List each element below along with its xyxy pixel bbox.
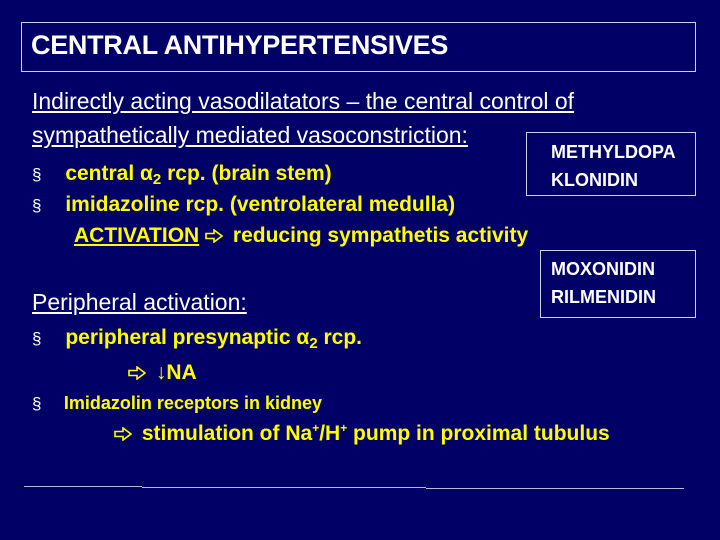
peripheral-heading-text: Peripheral activation: (32, 289, 247, 315)
intro-line-1-text: Indirectly acting vasodilatators – the central control of (32, 88, 575, 114)
hollow-right-arrow-icon (205, 229, 223, 243)
drug-name: METHYLDOPA (551, 142, 676, 162)
divider-line (142, 487, 426, 488)
bullet-icon: § (32, 196, 42, 215)
central-item-2 (32, 193, 455, 217)
divider-line (24, 486, 142, 487)
bullet-icon: § (32, 165, 42, 184)
hollow-right-arrow-icon (114, 427, 132, 441)
slide-title: CENTRAL ANTIHYPERTENSIVES (31, 30, 449, 60)
activation-label: ACTIVATION (74, 224, 200, 247)
kidney-result-text: stimulation of Na+/H+ pump in proximal tubulus (141, 421, 610, 445)
drug-name: MOXONIDIN (551, 259, 656, 279)
peripheral-item (32, 326, 362, 352)
drug-box-central (526, 132, 696, 196)
central-item-2-text: imidazoline rcp. (ventrolateral medulla) (65, 193, 456, 216)
divider-line (426, 488, 684, 489)
central-item-1-text: central $\alpha_2$ rcp. (brain stem) (65, 162, 332, 188)
drug-name: RILMENIDIN (551, 287, 656, 307)
bullet-icon: § (32, 329, 42, 348)
activation-result: reducing sympathetis activity (232, 224, 529, 247)
kidney-item-text: Imidazolin receptors in kidney (63, 393, 322, 413)
drug-name: KLONIDIN (551, 170, 638, 190)
intro-line-1 (32, 88, 574, 115)
central-item-1 (32, 162, 332, 188)
hollow-right-arrow-icon (128, 366, 146, 380)
kidney-result (114, 421, 610, 446)
bullet-icon: § (32, 394, 42, 413)
activation-line (74, 224, 528, 248)
intro-line-2 (32, 122, 468, 149)
drug-box-imidazoline (540, 250, 696, 318)
intro-line-2-text: sympathetically mediated vasoconstriction: (32, 122, 468, 148)
kidney-item (32, 393, 322, 414)
peripheral-heading (32, 289, 247, 316)
na-result-text: ↓NA (155, 361, 197, 384)
na-result (128, 361, 197, 385)
peripheral-item-text: peripheral presynaptic $\alpha_2$ rcp. (65, 326, 363, 352)
